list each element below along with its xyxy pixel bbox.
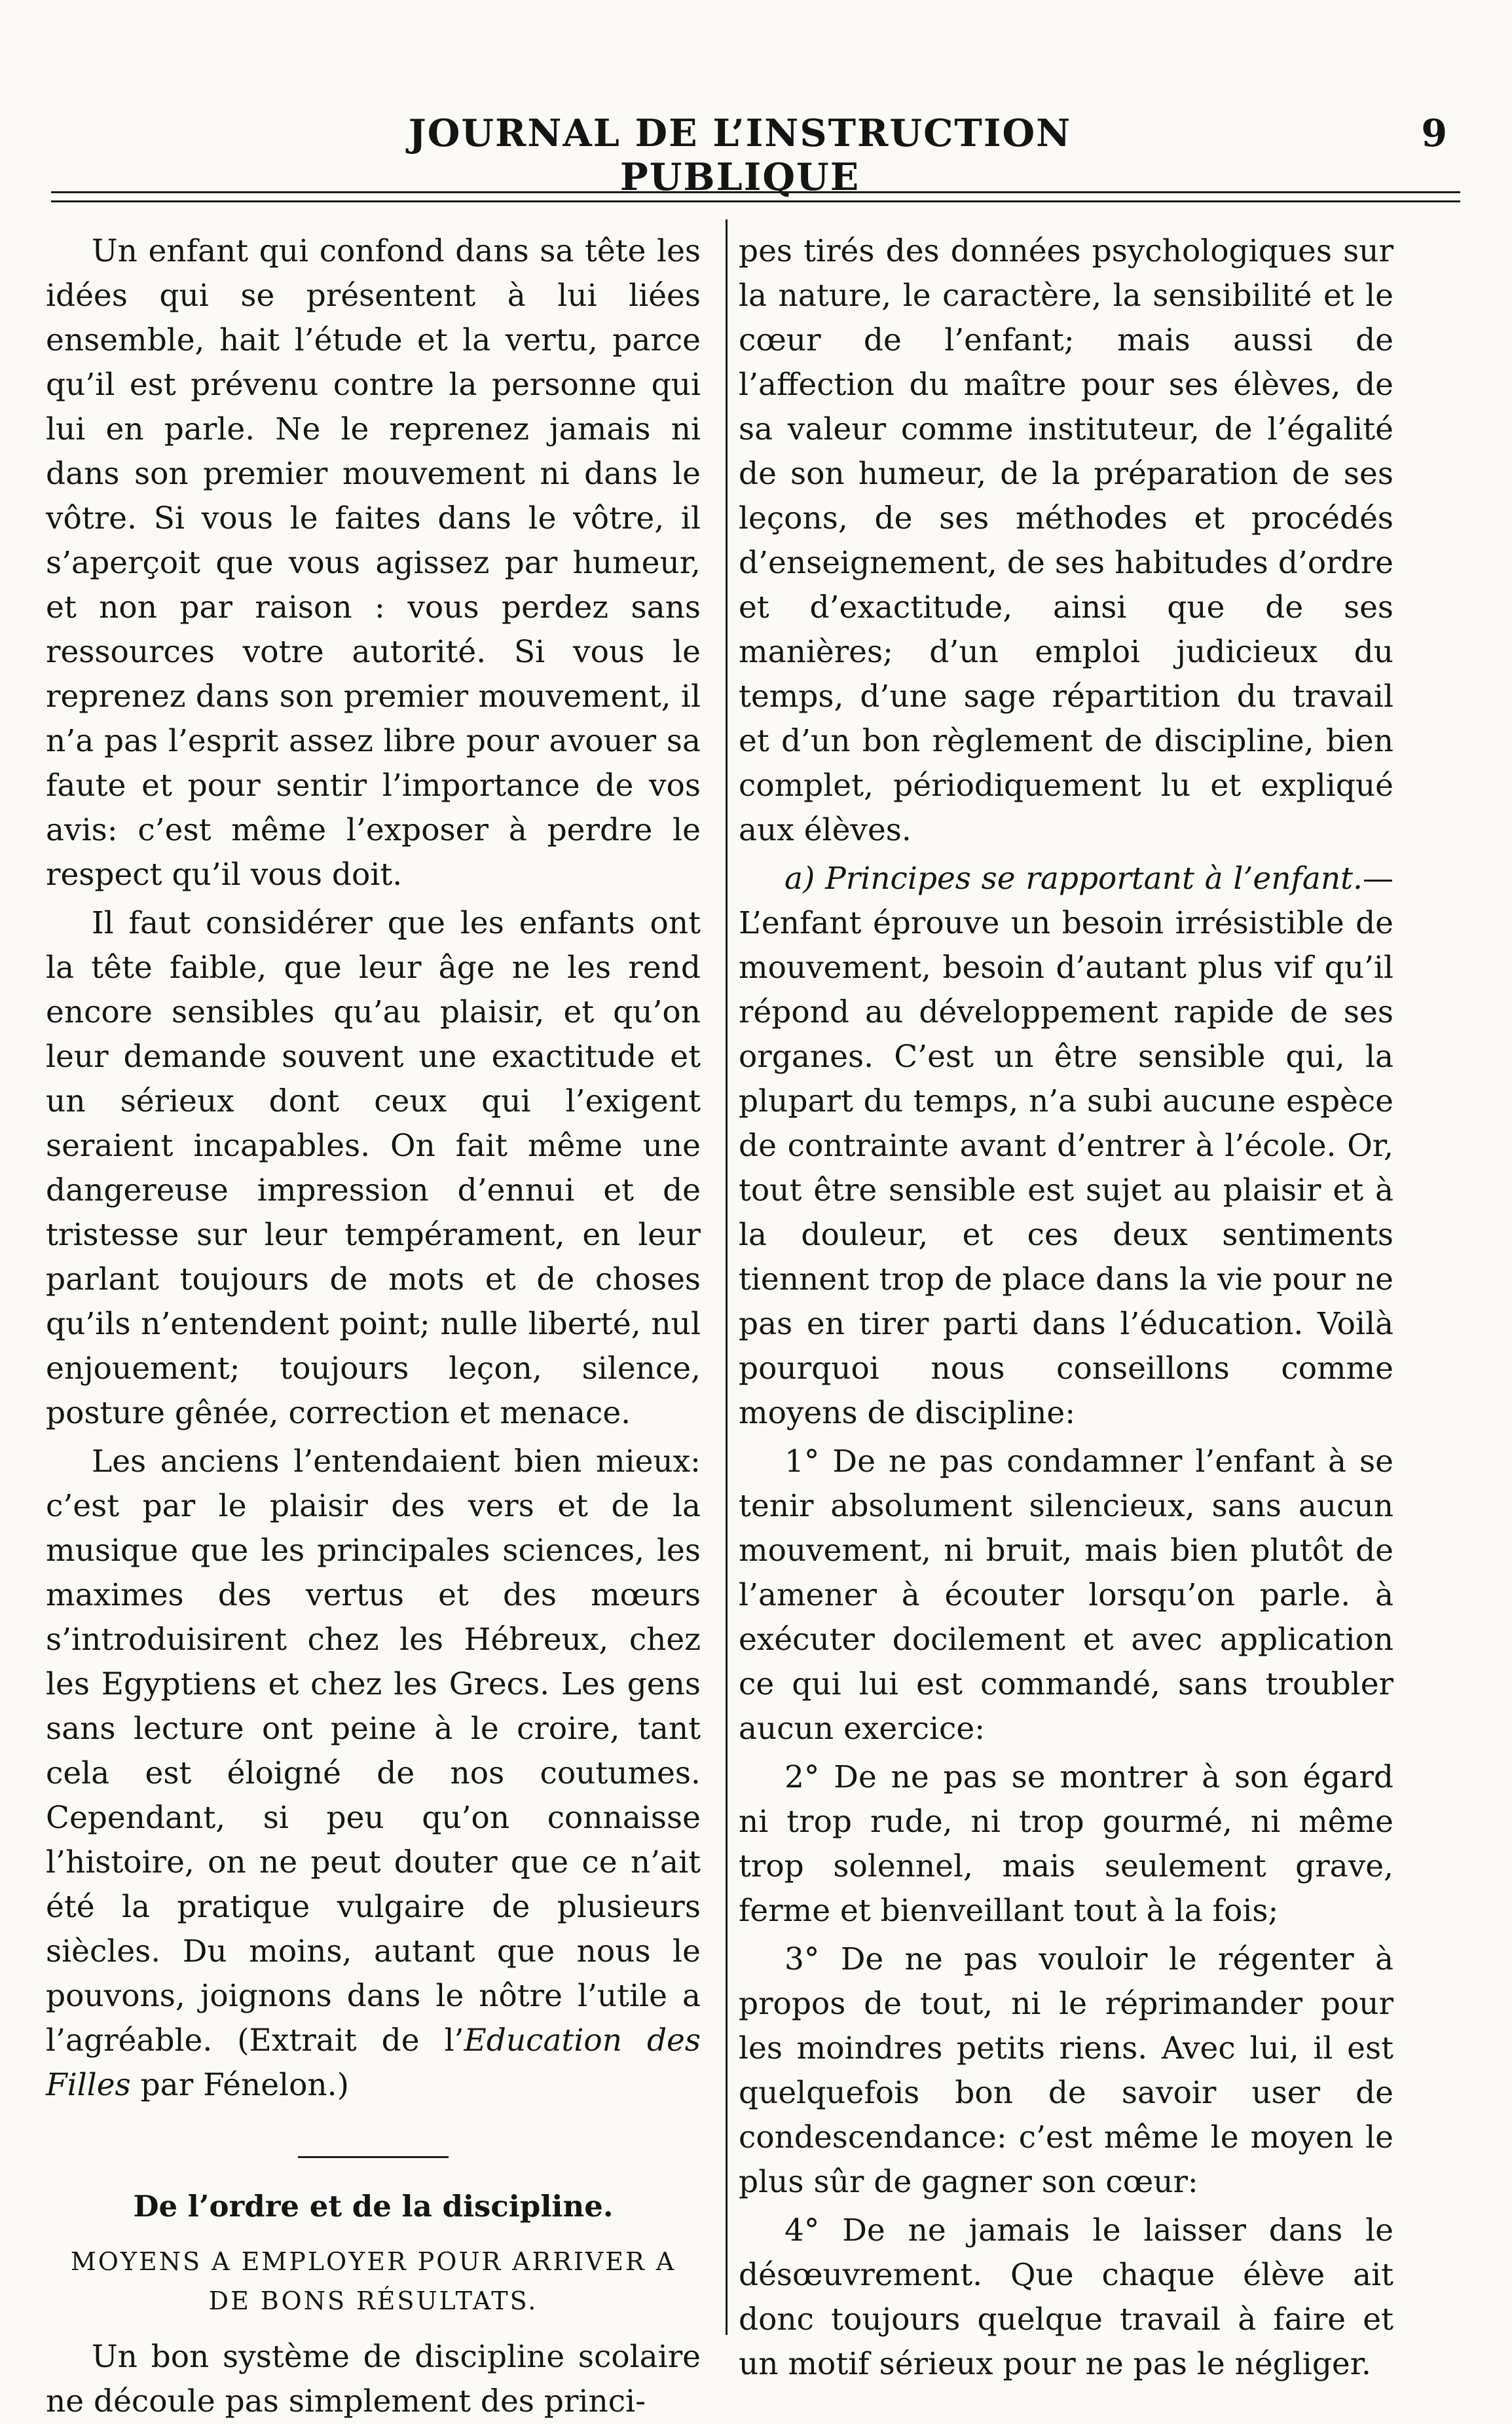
- source-title: Education des Filles: [46, 2023, 701, 2103]
- list-item: 2° De ne pas se montrer à son égard ni trop rude, ni trop gourmé, ni même trop solennel, mais seulement grave, ferme et bienveillant tout à la fois;: [739, 1759, 1393, 1929]
- paragraph-fenelon-citation: [46, 1440, 701, 2108]
- list-item: 1° De ne pas condamner l’enfant à se tenir absolument silencieux, sans aucun mouvement, ni bruit, mais bien plutôt de l’amener à écouter lorsqu’on parle. à exécuter docilement et avec application ce qui lui est commandé, sans troubler aucun exercice:: [739, 1444, 1393, 1747]
- subsection-heading: a) Principes se rapportant à l’enfant.: [784, 861, 1363, 897]
- section-divider: [298, 2156, 449, 2158]
- paragraph: Il faut considérer que les enfants ont la tête faible, que leur âge ne les rend encore sensibles qu’au plaisir, et qu’on leur demande souvent une exactitude et un sérieux dont ceux qui l’exigent seraient incapables. On fait même une dangereuse impression d’ennui et de tristesse sur leur tempérament, en leur parlant toujours de mots et de choses qu’ils n’entendent point; nulle liberté, nul enjouement; toujours leçon, silence, posture gênée, correction et menace.: [46, 905, 701, 1431]
- page-header: [39, 111, 1473, 199]
- paragraph-text: — L’enfant éprouve un besoin irrésistible de mouvement, besoin d’autant plus vif qu’il répond au développement rapide de ses organes. C’est un être sensible qui, la plupart du temps, n’a subi aucune espèce de contrainte avant d’entrer à l’école. Or, tout être sensible est sujet au plaisir et à la douleur, et ces deux sentiments tiennent trop de place dans la vie pour ne pas en tirer parti dans l’éducation. Voilà pourquoi nous conseillons comme moyens de discipline:: [739, 861, 1393, 1431]
- header-rule-bottom: [51, 200, 1460, 202]
- paragraph-principles: [739, 857, 1393, 1436]
- list-item: 3° De ne pas vouloir le régenter à propos de tout, ni le réprimander pour les moindres petits riens. Avec lui, il est quelquefois bon de savoir user de condescendance: c’est même le moyen le plus sûr de gagner son cœur:: [739, 1941, 1393, 2200]
- running-title: JOURNAL DE L’INSTRUCTION PUBLIQUE: [408, 111, 1072, 199]
- list-item: 4° De ne jamais le laisser dans le désœuvrement. Que chaque élève ait donc toujours quelque travail à faire et un motif sérieux pour ne pas le négliger.: [739, 2212, 1393, 2382]
- paragraph: Un enfant qui confond dans sa tête les idées qui se présentent à lui liées ensemble, hait l’étude et la vertu, parce qu’il est prévenu contre la personne qui lui en parle. Ne le reprenez jamais ni dans son premier mouvement ni dans le vôtre. Si vous le faites dans le vôtre, il s’aperçoit que vous agissez par humeur, et non par raison : vous perdez sans ressources votre autorité. Si vous le reprenez dans son premier mouvement, il n’a pas l’esprit assez libre pour avouer sa faute et pour sentir l’importance de vos avis: c’est même l’exposer à perdre le respect qu’il vous doit.: [46, 233, 701, 893]
- right-column: [739, 229, 1393, 2387]
- section-heading: De l’ordre et de la discipline.: [133, 2189, 614, 2224]
- source-author: par Fénelon.): [130, 2067, 349, 2103]
- paragraph: Un bon système de discipline scolaire ne découle pas simplement des princi-: [46, 2339, 701, 2419]
- paragraph-text: Les anciens l’entendaient bien mieux: c’est par le plaisir des vers et de la musique que les principales sciences, les maximes des vertus et des mœurs s’introduisirent chez les Hébreux, chez les Egyptiens et chez les Grecs. Les gens sans lecture ont peine à le croire, tant cela est éloigné de nos coutumes. Cependant, si peu qu’on connaisse l’histoire, on ne peut douter que ce n’ait été la pratique vulgaire de plusieurs siècles. Du moins, autant que nous le pouvons, joignons dans le nôtre l’utile a l’agréable. (Extrait de l’: [46, 1444, 701, 2059]
- header-rule-top: [51, 191, 1460, 193]
- column-divider: [726, 219, 728, 2335]
- section-subheading: MOYENS A EMPLOYER POUR ARRIVER A DE BONS RÉSULTATS.: [70, 2247, 676, 2315]
- page-number: 9: [1421, 111, 1447, 155]
- paragraph-continued: pes tirés des données psychologiques sur la nature, le caractère, la sensibilité et le cœur de l’enfant; mais aussi de l’affection du maître pour ses élèves, de sa valeur comme instituteur, de l’égalité de son humeur, de la préparation de ses leçons, de ses méthodes et procédés d’enseignement, de ses habitudes d’ordre et d’exactitude, ainsi que de ses manières; d’un emploi judicieux du temps, d’une sage répartition du travail et d’un bon règlement de discipline, bien complet, périodiquement lu et expliqué aux élèves.: [739, 233, 1393, 848]
- left-column: [46, 229, 701, 2424]
